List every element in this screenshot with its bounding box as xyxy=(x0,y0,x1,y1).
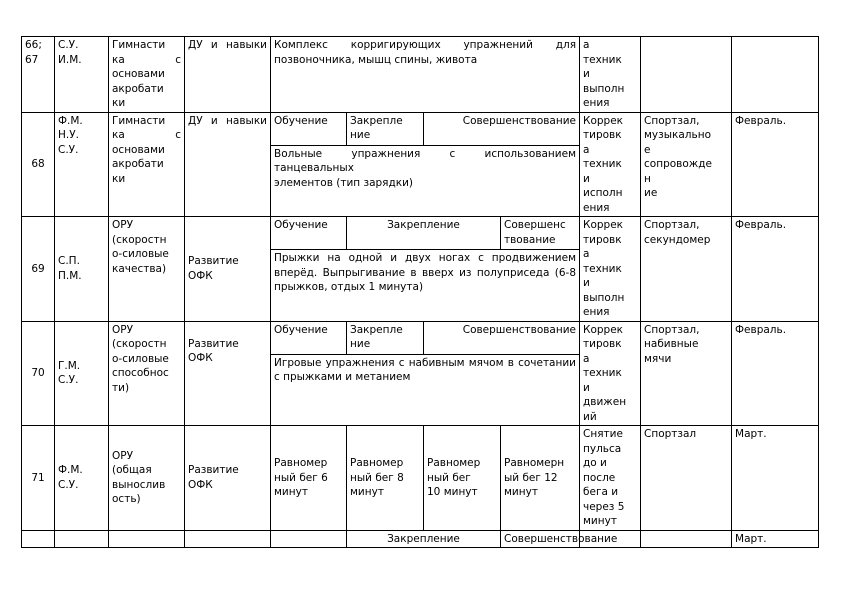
lesson-number: 66; 67 xyxy=(22,37,55,113)
content-cell: Вольные упражнения с использованием танцевальных элементов (тип зарядки) xyxy=(271,145,580,216)
stage-improvement: Совершенс твование xyxy=(501,217,580,250)
place-cell xyxy=(641,37,732,113)
section-cell: ОРУ (скоростн о-силовые способнос ти) xyxy=(109,321,185,426)
stage-learning: Обучение xyxy=(271,112,347,145)
lesson-number: 68 xyxy=(22,112,55,217)
run-6-min: Равномер ный бег 6 минут xyxy=(271,426,347,531)
stage-improvement: Совершенствование xyxy=(424,112,580,145)
place-cell: Спортзал, музыкально е сопровожде н ие xyxy=(641,112,732,217)
control-cell: Коррек тировк а техник и выполн ения xyxy=(580,217,641,322)
stage-consolidation: Закрепление xyxy=(347,530,501,548)
empty-cell xyxy=(185,530,271,548)
student-initials: Г.М. С.У. xyxy=(55,321,109,426)
control-cell: а техник и выполн ения xyxy=(580,37,641,113)
empty-cell xyxy=(22,530,55,548)
lesson-number: 69 xyxy=(22,217,55,322)
place-cell: Спортзал, секундомер xyxy=(641,217,732,322)
control-cell: Коррек тировк а техник и исполн ения xyxy=(580,112,641,217)
content-cell: Прыжки на одной и двух ногах с продвижением вперёд. Выпрыгивание в вверх из полуприседа (6-8 прыжков, отдых 1 минута) xyxy=(271,250,580,321)
stage-consolidation: Закрепление xyxy=(347,217,501,250)
empty-cell xyxy=(55,530,109,548)
empty-cell xyxy=(109,530,185,548)
task-cell: ДУ и навыки xyxy=(185,37,271,113)
table-row xyxy=(22,426,819,531)
stage-improvement: Совершенствование xyxy=(424,321,580,354)
empty-cell xyxy=(641,530,732,548)
date-cell: Февраль. xyxy=(732,321,819,426)
content-cell: Комплекс корригирующих упражнений для позвоночника, мышц спины, живота xyxy=(271,37,580,113)
date-cell: Февраль. xyxy=(732,112,819,217)
place-cell: Спортзал xyxy=(641,426,732,531)
section-cell: ОРУ (общая вынослив ость) xyxy=(109,426,185,531)
student-initials: С.П. П.М. xyxy=(55,217,109,322)
run-8-min: Равномер ный бег 8 минут xyxy=(347,426,424,531)
run-10-min: Равномер ный бег 10 минут xyxy=(424,426,501,531)
stage-learning: Обучение xyxy=(271,321,347,354)
table-row xyxy=(22,321,819,354)
control-cell: Снятие пульса до и после бега и через 5 минут xyxy=(580,426,641,531)
date-cell: Февраль. xyxy=(732,217,819,322)
student-initials: С.У. И.М. xyxy=(55,37,109,113)
date-cell xyxy=(732,37,819,113)
section-cell: Гимнасти ка с основами акробати ки xyxy=(109,37,185,113)
stage-consolidation: Закрепле ние xyxy=(347,112,424,145)
table-row xyxy=(22,112,819,145)
run-12-min: Равномерн ый бег 12 минут xyxy=(501,426,580,531)
stage-learning: Обучение xyxy=(271,217,347,250)
task-cell: Развитие ОФК xyxy=(185,217,271,322)
place-cell: Спортзал, набивные мячи xyxy=(641,321,732,426)
task-cell: Развитие ОФК xyxy=(185,426,271,531)
lesson-number: 70 xyxy=(22,321,55,426)
student-initials: Ф.М. С.У. xyxy=(55,426,109,531)
table-row xyxy=(22,530,819,548)
lesson-plan-table xyxy=(21,36,819,548)
lesson-number: 71 xyxy=(22,426,55,531)
control-cell: Коррек тировк а техник и движен ий xyxy=(580,321,641,426)
stage-improvement: Совершенствование xyxy=(501,530,580,548)
table-row xyxy=(22,37,819,113)
task-cell: ДУ и навыки xyxy=(185,112,271,217)
task-cell: Развитие ОФК xyxy=(185,321,271,426)
section-cell: ОРУ (скоростн о-силовые качества) xyxy=(109,217,185,322)
date-cell: Март. xyxy=(732,530,819,548)
section-cell: Гимнасти ка с основами акробати ки xyxy=(109,112,185,217)
content-cell: Игровые упражнения с набивным мячом в сочетании с прыжками и метанием xyxy=(271,354,580,425)
student-initials: Ф.М. Н.У. С.У. xyxy=(55,112,109,217)
stage-consolidation: Закрепле ние xyxy=(347,321,424,354)
date-cell: Март. xyxy=(732,426,819,531)
table-row xyxy=(22,217,819,250)
empty-cell xyxy=(271,530,347,548)
